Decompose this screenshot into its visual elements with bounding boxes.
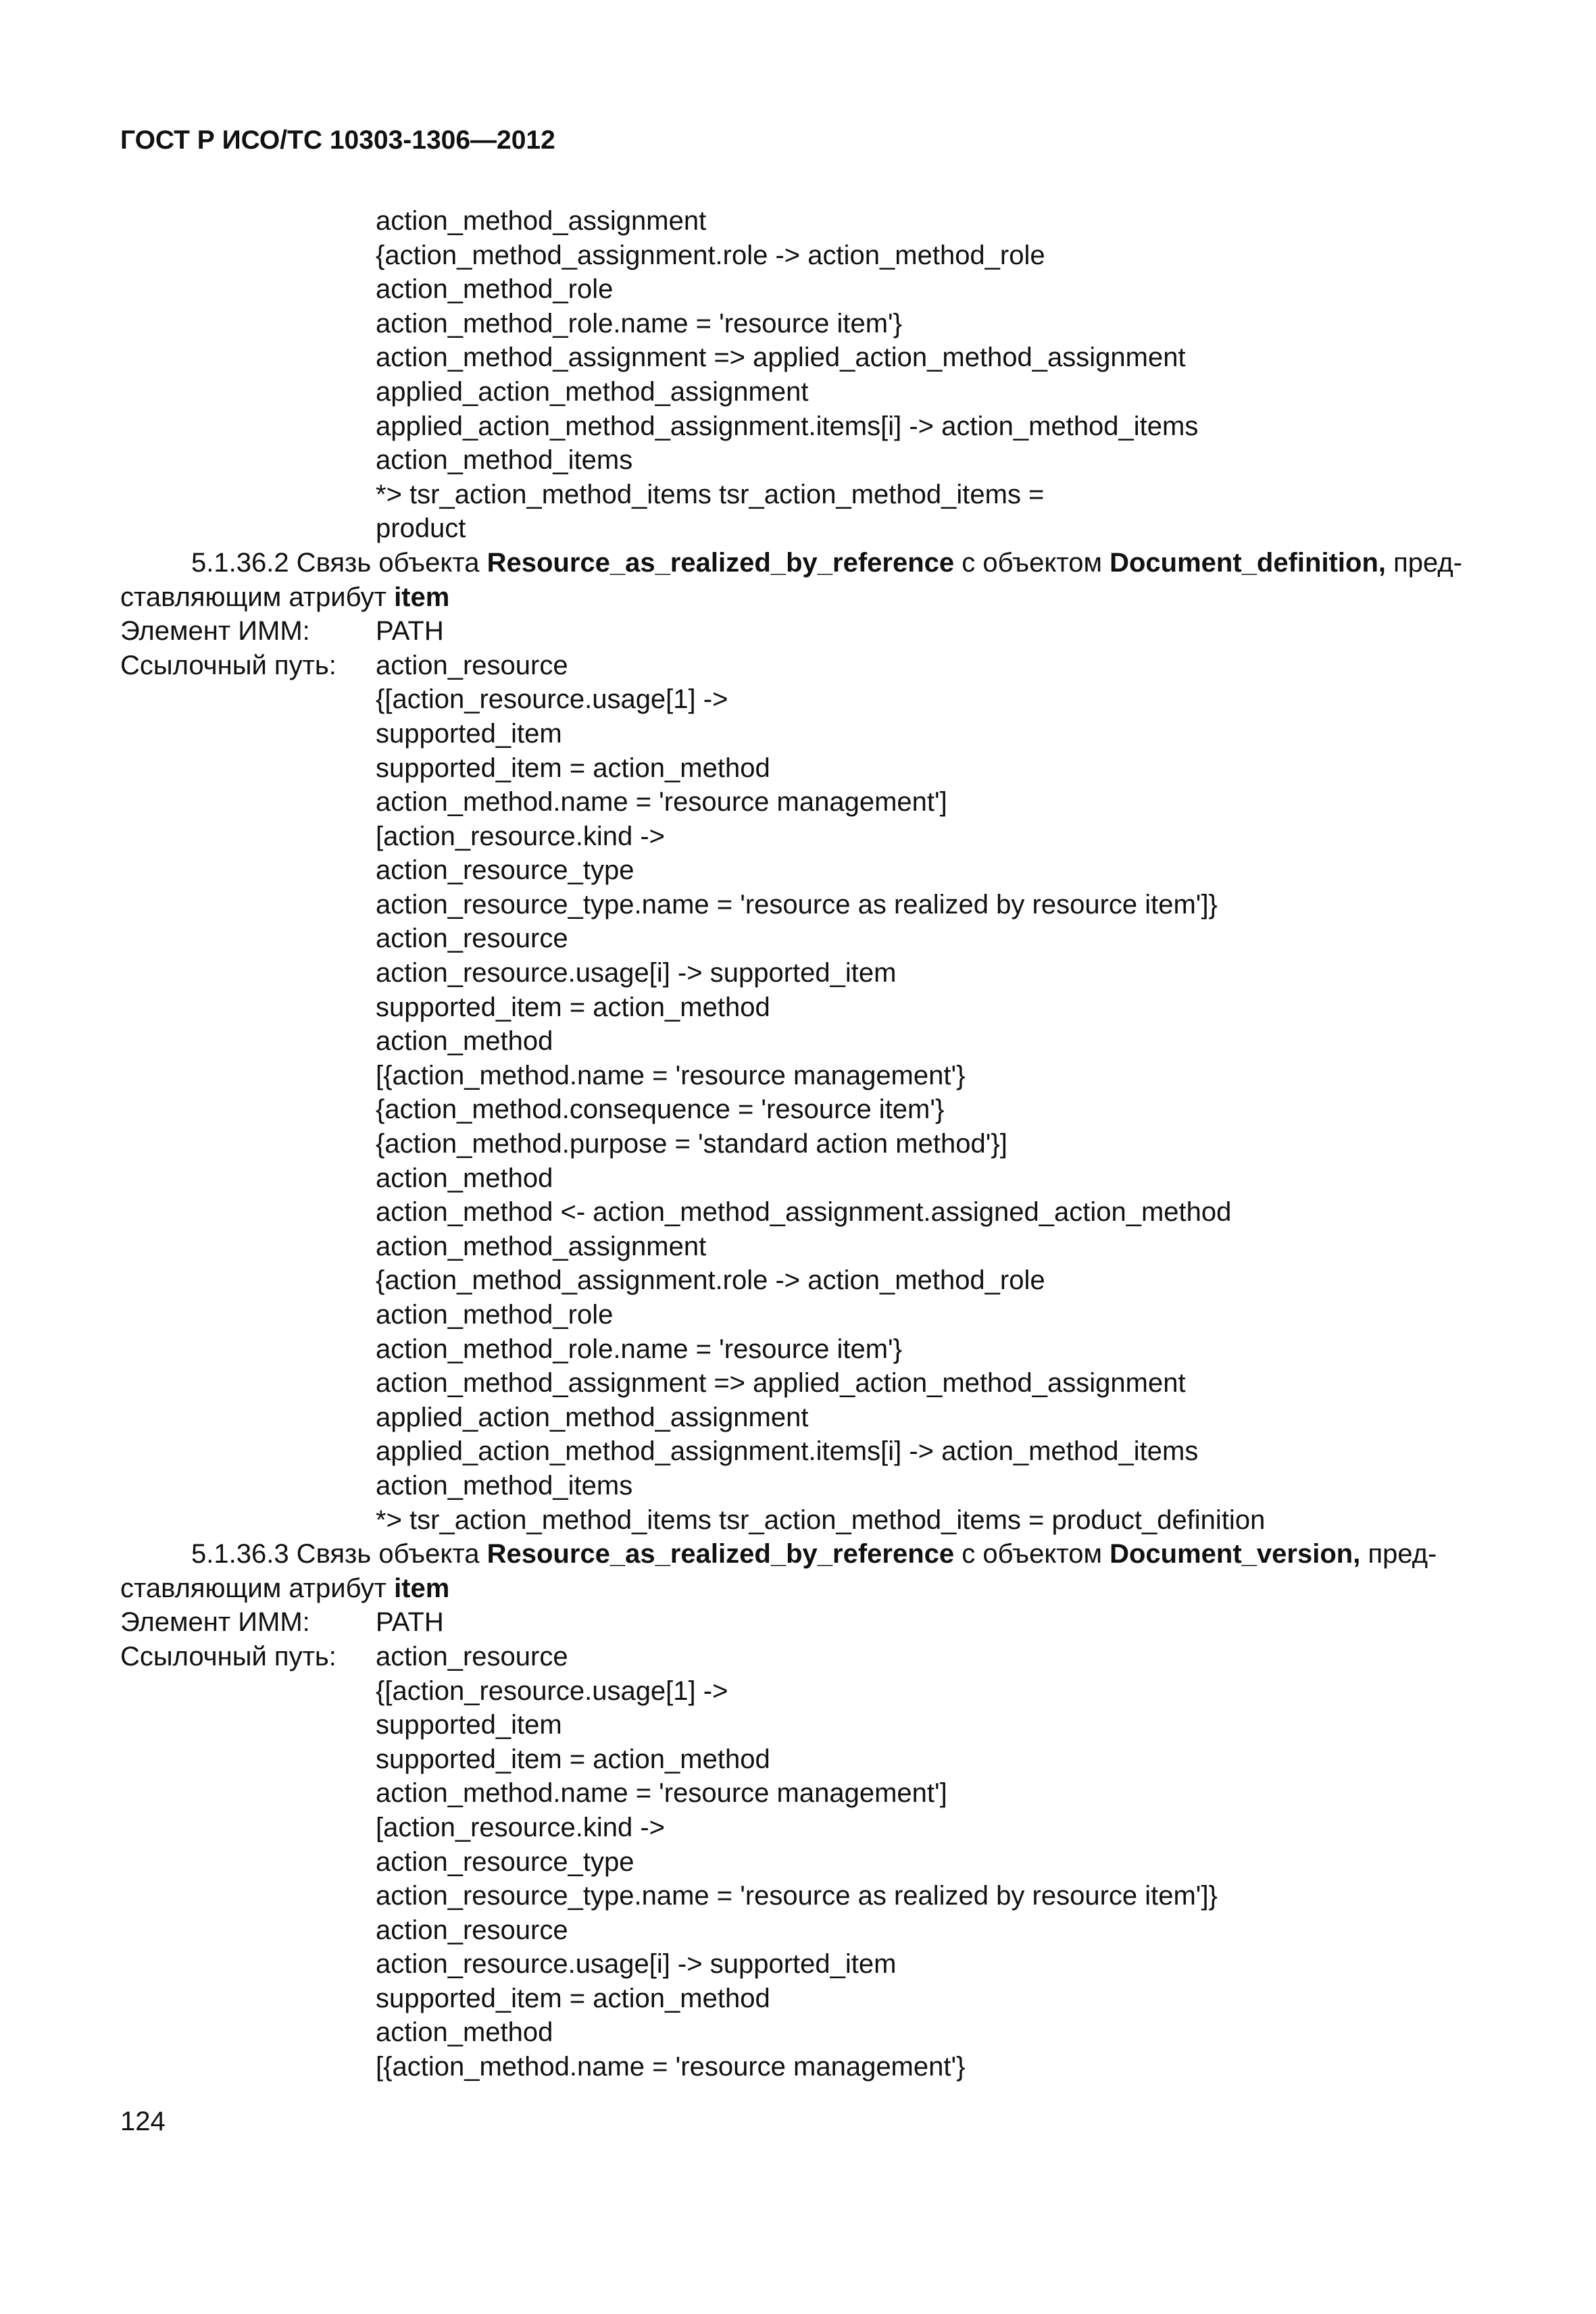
- path-line: action_method_role: [376, 274, 614, 305]
- aim-element-value: PATH: [376, 616, 444, 647]
- section-heading-5-1-36-3: 5.1.36.3 Связь объекта Resource_as_realized_by_reference с объектом Document_version, пред-: [191, 1539, 1437, 1569]
- path-line: action_method.name = 'resource management']: [376, 787, 947, 818]
- section-heading-continuation: ставляющим атрибут item: [120, 582, 450, 612]
- path-line: action_resource.usage[i] -> supported_item: [376, 958, 897, 988]
- reference-path-lines: [120, 682, 1478, 1537]
- reference-path-label: Ссылочный путь:: [120, 1641, 336, 1671]
- path-line: action_method_assignment => applied_action_method_assignment: [376, 1368, 1186, 1399]
- path-line: action_resource.usage[i] -> supported_item: [376, 1949, 897, 1980]
- path-line: action_resource_type.name = 'resource as realized by resource item']}: [376, 889, 1218, 920]
- entity-name: Resource_as_realized_by_reference: [487, 1539, 955, 1569]
- section-heading-continuation: ставляющим атрибут item: [120, 1573, 450, 1603]
- path-line: {action_method_assignment.role -> action_method_role: [376, 1265, 1045, 1296]
- path-line: {action_method_assignment.role -> action_method_role: [376, 240, 1045, 270]
- path-line: [action_resource.kind ->: [376, 821, 666, 851]
- path-line: product: [376, 513, 466, 544]
- entity-name: Resource_as_realized_by_reference: [487, 547, 955, 578]
- path-line: action_method <- action_method_assignment.assigned_action_method: [376, 1197, 1232, 1228]
- path-line: supported_item = action_method: [376, 1983, 770, 2013]
- aim-element-value: PATH: [376, 1607, 444, 1638]
- path-line: [{action_method.name = 'resource management'}: [376, 1060, 966, 1090]
- path-line: [action_resource.kind ->: [376, 1812, 666, 1842]
- path-line: action_method: [376, 1163, 553, 1193]
- document-header: ГОСТ Р ИСО/ТС 10303-1306—2012: [120, 126, 555, 155]
- path-line: {[action_resource.usage[1] ->: [376, 684, 728, 715]
- section-heading-5-1-36-2: 5.1.36.2 Связь объекта Resource_as_realized_by_reference с объектом Document_definition, пред-: [191, 547, 1463, 578]
- aim-element-row: [120, 614, 1478, 649]
- path-line: action_method_role: [376, 1300, 614, 1330]
- path-line: {action_method.purpose = 'standard action method'}]: [376, 1129, 1007, 1159]
- path-line: action_resource: [376, 1915, 568, 1945]
- path-line: action_method_assignment: [376, 1231, 707, 1261]
- path-line: supported_item: [376, 1710, 562, 1740]
- path-line: supported_item: [376, 718, 562, 749]
- path-line: applied_action_method_assignment.items[i] -> action_method_items: [376, 411, 1199, 441]
- path-line: supported_item = action_method: [376, 992, 770, 1022]
- reference-path-line: action_resource: [376, 1641, 568, 1671]
- path-line: applied_action_method_assignment: [376, 1402, 809, 1432]
- aim-element-label: Элемент ИММ:: [120, 616, 310, 647]
- path-line: [{action_method.name = 'resource management'}: [376, 2052, 966, 2082]
- path-line: action_resource_type: [376, 1846, 634, 1877]
- reference-path-line: action_resource: [376, 650, 568, 680]
- path-line: action_method_items: [376, 1470, 633, 1501]
- path-line: *> tsr_action_method_items tsr_action_method_items = product_definition: [376, 1505, 1266, 1535]
- path-line: supported_item = action_method: [376, 753, 770, 783]
- path-line: action_method_items: [376, 445, 633, 476]
- path-line: action_resource_type: [376, 855, 634, 886]
- path-line: action_method.name = 'resource management']: [376, 1778, 947, 1809]
- path-line: {[action_resource.usage[1] ->: [376, 1676, 728, 1706]
- entity-name: Document_definition,: [1109, 547, 1386, 578]
- attribute-name: item: [394, 1573, 450, 1603]
- path-line: applied_action_method_assignment.items[i] -> action_method_items: [376, 1436, 1199, 1467]
- path-line: supported_item = action_method: [376, 1744, 770, 1774]
- path-line: *> tsr_action_method_items tsr_action_method_items =: [376, 479, 1045, 509]
- path-line: action_method_role.name = 'resource item'}: [376, 308, 903, 338]
- path-line: applied_action_method_assignment: [376, 376, 809, 407]
- reference-path-row: [120, 1640, 1478, 1674]
- page-content: [120, 204, 1478, 2084]
- path-line: {action_method.consequence = 'resource item'}: [376, 1095, 945, 1125]
- path-line: action_method_assignment => applied_action_method_assignment: [376, 343, 1186, 373]
- aim-element-row: [120, 1605, 1478, 1640]
- reference-path-lines: [120, 1674, 1478, 2084]
- entity-name: Document_version,: [1109, 1539, 1361, 1569]
- path-line: action_resource_type.name = 'resource as realized by resource item']}: [376, 1881, 1218, 1911]
- page-number: 124: [120, 2107, 166, 2136]
- reference-path-label: Ссылочный путь:: [120, 650, 336, 680]
- aim-element-label: Элемент ИММ:: [120, 1607, 310, 1638]
- reference-path-row: [120, 649, 1478, 683]
- path-line: action_method_assignment: [376, 206, 707, 236]
- path-line: action_resource: [376, 924, 568, 954]
- attribute-name: item: [394, 582, 450, 612]
- path-line: action_method: [376, 2017, 553, 2048]
- path-line: action_method: [376, 1026, 553, 1057]
- mapping-path-continuation: [120, 204, 1478, 546]
- path-line: action_method_role.name = 'resource item'}: [376, 1334, 903, 1364]
